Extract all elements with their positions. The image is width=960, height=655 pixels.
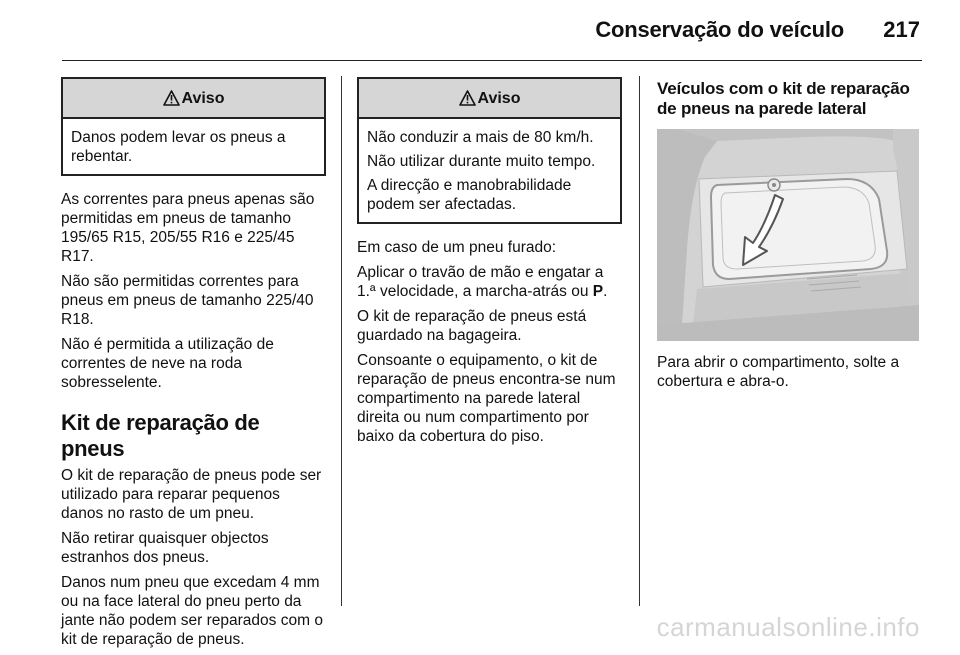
figure-caption: Para abrir o compartimento, solte a cobertura e abra-o. <box>657 354 900 390</box>
trunk-compartment-illustration <box>657 129 919 341</box>
handbrake-text: Aplicar o travão de mão e engatar a 1.ª velocidade, a marcha-atrás ou <box>357 264 604 300</box>
warning-text: Danos podem levar os pneus a rebentar. <box>71 129 286 165</box>
paragraph-foreign-objects: Não retirar quaisquer objectos estranhos dos pneus. <box>61 530 269 566</box>
paragraph-snow-chains-allowed: As correntes para pneus apenas são permitidas em pneus de tamanho 195/65 R15, 205/55 R16 e 225/45 R17. <box>61 191 315 265</box>
header-rule <box>62 60 922 61</box>
warning-header <box>63 79 324 119</box>
paragraph-kit-equipment: Consoante o equipamento, o kit de reparação de pneus encontra-se num compartimento na parede lateral direita ou num compartimento por baixo da cobertura do piso. <box>357 352 616 445</box>
warning-line-speed: Não conduzir a mais de 80 km/h. <box>367 129 594 146</box>
page-number: 217 <box>883 17 920 42</box>
paragraph-snow-chains-not-allowed: Não são permitidas correntes para pneus em pneus de tamanho 225/40 R18. <box>61 273 314 328</box>
column-1 <box>61 77 326 655</box>
warning-line-duration: Não utilizar durante muito tempo. <box>367 153 596 170</box>
handbrake-end: . <box>603 283 608 300</box>
gear-p-label: P <box>592 283 604 300</box>
column-divider-left <box>341 76 342 606</box>
paragraph-handbrake <box>357 263 622 301</box>
page-header-title: Conservação do veículo <box>595 17 844 42</box>
paragraph-flat-tyre: Em caso de um pneu furado: <box>357 239 557 256</box>
sub-heading-side-wall-kit: Veículos com o kit de reparação de pneus na parede lateral <box>657 79 910 118</box>
warning-triangle-icon <box>163 90 180 106</box>
warning-header <box>359 79 620 119</box>
warning-title: Aviso <box>181 89 225 107</box>
warning-box-tyre-damage <box>61 77 326 176</box>
paragraph-repair-kit-use: O kit de reparação de pneus pode ser utilizado para reparar pequenos danos no rasto de um pneu. <box>61 467 322 522</box>
column-2 <box>357 77 622 452</box>
paragraph-spare-wheel: Não é permitida a utilização de correntes de neve na roda sobresselente. <box>61 336 274 391</box>
warning-title: Aviso <box>477 89 521 107</box>
watermark: carmanualsonline.info <box>656 612 920 642</box>
warning-box-driving <box>357 77 622 224</box>
warning-triangle-icon <box>459 90 476 106</box>
warning-line-steering: A direcção e manobrabilidade podem ser afectadas. <box>367 177 572 213</box>
paragraph-kit-location: O kit de reparação de pneus está guardado na bagageira. <box>357 308 587 344</box>
column-divider-right <box>639 76 640 606</box>
paragraph-damage-limits: Danos num pneu que excedam 4 mm ou na face lateral do pneu perto da jante não podem ser reparados com o kit de reparação de pneus. <box>61 574 323 648</box>
section-heading-repair-kit: Kit de reparação de pneus <box>61 410 260 461</box>
column-3 <box>657 79 923 397</box>
